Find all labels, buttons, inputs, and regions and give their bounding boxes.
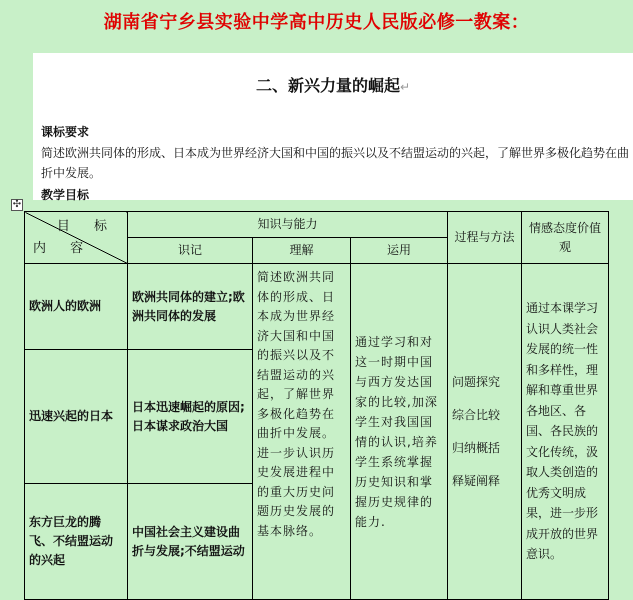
requirements-label: 课标要求 — [41, 125, 90, 139]
corner-label-content: 内 容 — [33, 241, 94, 256]
section-title-text: 二、新兴力量的崛起 — [255, 76, 400, 95]
method-item: 综合比较 — [452, 407, 501, 422]
remember-cell: 欧洲共同体的建立;欧洲共同体的发展 — [128, 264, 253, 350]
remember-header: 识记 — [128, 238, 253, 264]
requirements-text: 简述欧洲共同体的形成、日本成为世界经济大国和中国的振兴以及不结盟运动的兴起，了解世界多极化趋势在曲折中发展。 — [41, 146, 630, 180]
table-row — [25, 264, 609, 350]
attitude-cell: 通过本课学习认识人类社会发展的统一性和多样性，理解和尊重世界各地区、各国、各民族的文化传统，汲取人类创造的优秀文明成果，进一步形成开放的世界意识。 — [522, 264, 609, 600]
table-corner-cell — [25, 212, 128, 264]
understand-header: 理解 — [253, 238, 351, 264]
apply-cell: 通过学习和对这一时期中国与西方发达国家的比较,加深学生对我国国情的认识,培养学生系统掌握历史知识和掌握历史规律的能力. — [351, 264, 448, 600]
methods-cell — [448, 264, 522, 600]
knowledge-header: 知识与能力 — [128, 212, 448, 238]
content-cell: 东方巨龙的腾飞、不结盟运动的兴起 — [25, 484, 128, 600]
table-move-handle-icon[interactable]: ✣ — [12, 199, 22, 210]
document-header-title: 湖南省宁乡县实验中学高中历史人民版必修一教案： — [103, 12, 530, 33]
goals-label: 教学目标 — [41, 188, 90, 202]
attitude-header: 情感态度价值观 — [522, 212, 609, 264]
objectives-table — [24, 211, 609, 600]
understand-cell: 简述欧洲共同体的形成、日本成为世界经济大国和中国的振兴以及不结盟运动的兴起，了解世界多极化趋势在曲折中发展。进一步认识历史发展进程中的重大历史问题历史发展的基本脉络。 — [253, 264, 351, 600]
paragraph-mark: ↵ — [399, 80, 411, 94]
method-item: 释疑阐释 — [452, 473, 501, 488]
content-cell: 欧洲人的欧洲 — [25, 264, 128, 350]
apply-header: 运用 — [351, 238, 448, 264]
content-cell: 迅速兴起的日本 — [25, 350, 128, 484]
method-item: 归纳概括 — [452, 440, 501, 455]
corner-label-goals: 目 标 — [56, 219, 117, 234]
method-item: 问题探究 — [452, 374, 501, 389]
process-header: 过程与方法 — [448, 212, 522, 264]
document-page — [33, 53, 633, 200]
remember-cell: 日本迅速崛起的原因;日本谋求政治大国 — [128, 350, 253, 484]
section-title — [33, 73, 633, 96]
remember-cell: 中国社会主义建设曲折与发展;不结盟运动 — [128, 484, 253, 600]
